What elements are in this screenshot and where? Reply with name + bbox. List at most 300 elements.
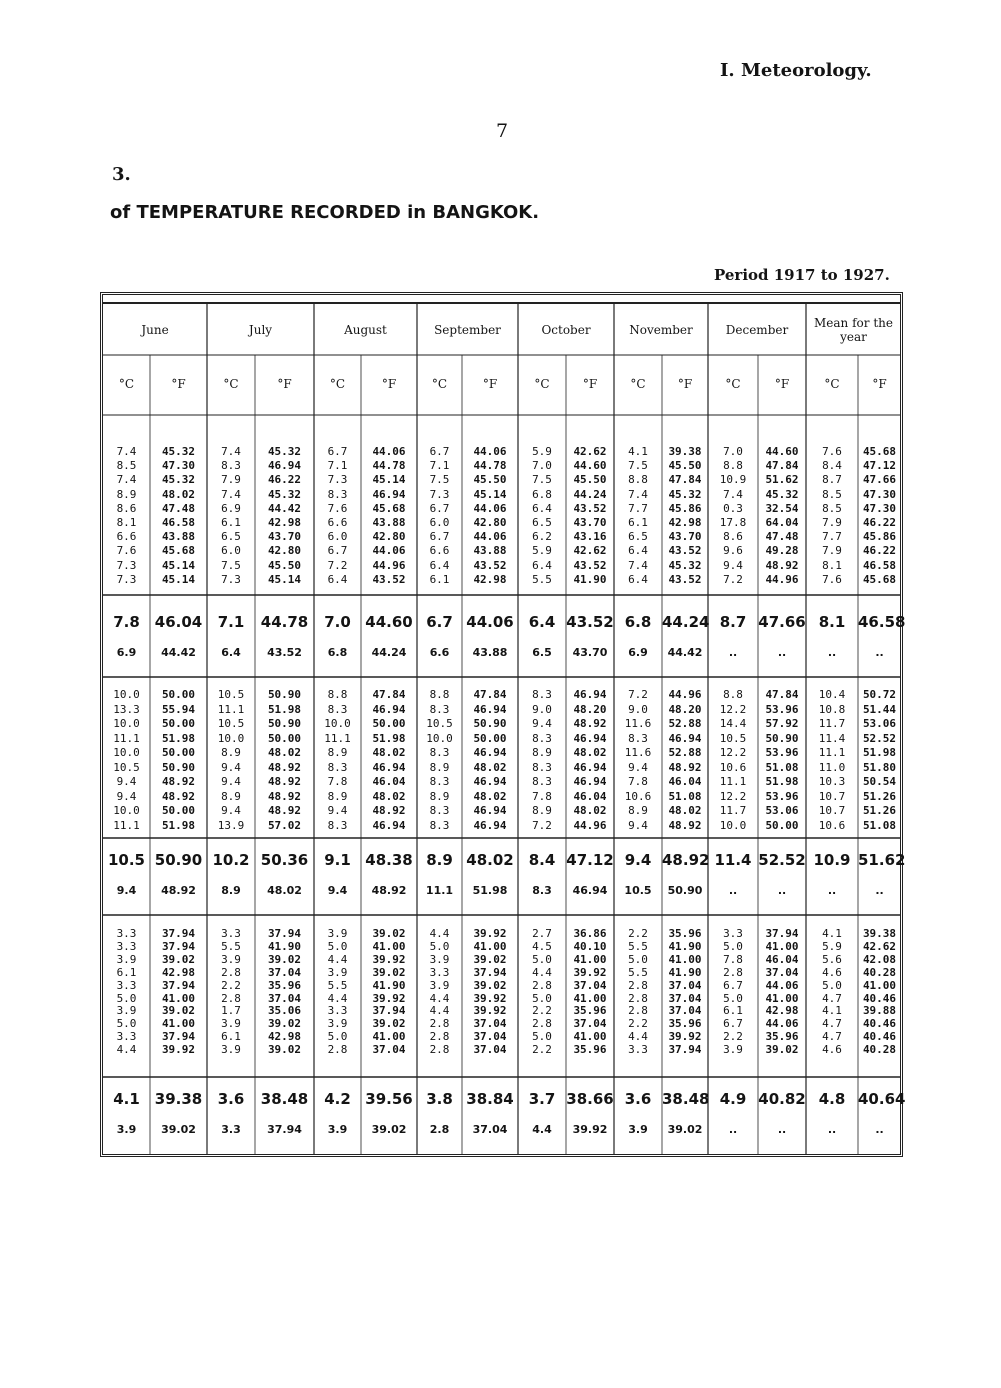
summary-cell: .. (827, 884, 837, 897)
data-cell: 39.02 (765, 1043, 799, 1057)
data-cell: 40.46 (862, 991, 897, 1005)
data-cell: 41.00 (573, 952, 607, 966)
data-cell: 5.9 (822, 939, 842, 953)
data-cell: 50.54 (862, 775, 897, 788)
data-cell: 6.4 (429, 558, 450, 572)
data-cell: 51.08 (862, 818, 897, 832)
mean-cell: 50.90 (154, 851, 203, 869)
data-cell: 48.02 (372, 746, 406, 759)
data-cell: 10.9 (719, 473, 747, 487)
data-cell: 51.08 (668, 789, 702, 803)
summary-cell: 44.42 (667, 646, 703, 659)
data-cell: 5.0 (532, 952, 552, 966)
data-cell: 8.9 (221, 746, 241, 759)
data-cell: 8.5 (116, 459, 137, 473)
data-cell: 48.02 (573, 746, 607, 759)
data-cell: 7.7 (822, 530, 842, 544)
data-cell: 44.06 (372, 445, 406, 458)
data-cell: 6.7 (429, 501, 450, 515)
summary-cell: 3.9 (628, 1123, 648, 1136)
data-cell: 40.46 (862, 1030, 897, 1044)
data-cell: 6.1 (221, 1030, 241, 1044)
data-cell: 2.8 (327, 1043, 348, 1057)
unit-header: °C (329, 377, 346, 391)
data-cell: 47.84 (765, 688, 799, 701)
data-cell: 7.9 (221, 473, 241, 487)
column-header: December (725, 323, 789, 337)
data-cell: 9.6 (723, 544, 743, 558)
data-cell: 6.4 (628, 544, 648, 558)
data-cell: 41.00 (372, 1030, 406, 1044)
data-cell: 51.44 (862, 702, 897, 716)
data-cell: 45.14 (161, 572, 196, 586)
data-cell: 42.98 (668, 516, 702, 529)
data-cell: 4.6 (822, 1043, 842, 1057)
unit-header: °F (381, 377, 397, 391)
data-cell: 7.3 (327, 473, 348, 487)
data-cell: 4.1 (628, 445, 648, 458)
mean-cell: 10.5 (107, 851, 145, 869)
data-cell: 46.04 (668, 775, 702, 788)
data-cell: 13.9 (217, 818, 245, 832)
data-cell: 6.7 (429, 530, 450, 544)
data-cell: 39.92 (473, 991, 507, 1005)
data-cell: 7.5 (429, 473, 450, 487)
data-cell: 6.5 (532, 516, 552, 529)
data-cell: 40.10 (573, 939, 607, 953)
data-cell: 48.92 (161, 775, 196, 788)
data-cell: 53.96 (765, 702, 799, 716)
data-cell: 42.98 (267, 1030, 302, 1044)
summary-cell: 48.02 (267, 884, 302, 897)
unit-header: °F (171, 377, 186, 391)
data-cell: 6.4 (532, 501, 552, 515)
mean-cell: 3.6 (624, 1090, 652, 1108)
data-cell: 3.9 (116, 952, 137, 966)
mean-cell: 10.9 (813, 851, 851, 869)
data-cell: 7.2 (532, 818, 552, 832)
data-cell: 42.98 (473, 572, 507, 586)
data-cell: 5.0 (116, 991, 137, 1005)
data-cell: 48.92 (267, 760, 302, 774)
data-cell: 9.4 (628, 760, 648, 774)
data-cell: 47.48 (161, 501, 196, 515)
data-cell: 50.90 (473, 717, 507, 730)
data-cell: 2.8 (723, 965, 743, 979)
mean-cell: 44.60 (365, 613, 413, 631)
data-cell: 2.2 (628, 1017, 648, 1031)
summary-cell: 6.9 (116, 646, 137, 659)
summary-cell: 4.4 (532, 1123, 552, 1136)
data-cell: 46.04 (765, 952, 799, 966)
data-cell: 35.96 (573, 1043, 607, 1057)
summary-cell: 9.4 (116, 884, 137, 897)
summary-cell: 6.9 (628, 646, 648, 659)
data-cell: 51.08 (765, 760, 799, 774)
data-cell: 4.4 (116, 1043, 137, 1057)
data-cell: 5.5 (532, 572, 552, 586)
data-cell: 39.02 (267, 1017, 302, 1031)
data-cell: 35.96 (573, 1004, 607, 1018)
data-cell: 7.4 (221, 445, 241, 458)
data-cell: 6.0 (429, 516, 450, 529)
data-cell: 7.0 (723, 445, 743, 458)
data-cell: 3.9 (723, 1043, 743, 1057)
data-cell: 11.1 (113, 818, 140, 832)
data-cell: 8.1 (116, 516, 137, 529)
summary-cell: 3.3 (221, 1123, 241, 1136)
data-cell: 50.90 (765, 731, 799, 745)
data-cell: 46.94 (473, 775, 507, 788)
data-cell: 9.0 (628, 702, 648, 716)
data-cell: 7.6 (822, 445, 842, 458)
data-cell: 39.02 (267, 952, 302, 966)
data-cell: 48.02 (668, 804, 702, 817)
mean-cell: 44.06 (466, 613, 514, 631)
data-cell: 6.6 (327, 516, 348, 529)
data-cell: 44.60 (765, 445, 799, 458)
data-cell: 45.14 (372, 473, 406, 487)
data-cell: 42.98 (267, 516, 302, 529)
data-cell: 53.06 (862, 717, 897, 730)
data-cell: 3.3 (327, 1004, 348, 1018)
data-cell: 9.0 (532, 702, 552, 716)
data-cell: 50.00 (161, 688, 196, 701)
data-cell: 39.02 (267, 1043, 302, 1057)
data-cell: 45.14 (473, 487, 507, 501)
column-header: November (629, 323, 693, 337)
data-cell: 12.2 (719, 702, 747, 716)
data-cell: 37.94 (267, 927, 302, 940)
data-cell: 7.7 (628, 501, 648, 515)
summary-cell: 6.4 (221, 646, 241, 659)
data-cell: 6.7 (327, 445, 348, 458)
data-cell: 64.04 (765, 516, 799, 529)
data-cell: 7.6 (116, 544, 137, 558)
mean-cell: 3.8 (426, 1090, 453, 1108)
data-cell: 7.5 (221, 558, 241, 572)
data-cell: 50.90 (267, 717, 302, 730)
data-cell: 48.92 (267, 789, 302, 803)
data-cell: 39.38 (668, 445, 702, 458)
data-cell: 48.02 (473, 789, 507, 803)
data-cell: 8.4 (822, 459, 842, 473)
data-cell: 48.92 (267, 804, 302, 817)
data-cell: 7.2 (327, 558, 348, 572)
data-cell: 46.94 (573, 760, 607, 774)
mean-cell: 4.1 (113, 1090, 140, 1108)
data-cell: 39.02 (372, 1017, 406, 1031)
mean-cell: 51.62 (858, 851, 906, 869)
data-cell: 7.3 (429, 487, 450, 501)
data-cell: 8.9 (532, 746, 552, 759)
summary-cell: .. (728, 884, 738, 897)
data-cell: 10.6 (818, 818, 846, 832)
section-heading: I. Meteorology. (720, 60, 872, 81)
data-cell: 3.3 (429, 965, 450, 979)
data-cell: 39.02 (161, 952, 196, 966)
summary-cell: 6.6 (429, 646, 450, 659)
data-cell: 43.52 (372, 572, 406, 586)
data-cell: 43.70 (267, 530, 302, 544)
data-cell: 39.92 (161, 1043, 196, 1057)
data-cell: 48.02 (573, 804, 607, 817)
data-cell: 6.6 (116, 530, 137, 544)
data-cell: 10.7 (818, 789, 846, 803)
summary-cell: .. (728, 1123, 738, 1136)
data-cell: 47.30 (862, 501, 897, 515)
data-cell: 11.6 (624, 717, 652, 730)
summary-cell: 39.02 (667, 1123, 703, 1136)
data-cell: 52.88 (668, 746, 702, 759)
data-cell: 2.8 (532, 978, 552, 992)
data-cell: 41.00 (765, 939, 799, 953)
data-cell: 46.04 (372, 775, 406, 788)
data-cell: 2.8 (429, 1017, 450, 1031)
data-cell: 5.0 (429, 939, 450, 953)
data-cell: 57.92 (765, 717, 799, 730)
data-cell: 48.20 (573, 702, 607, 716)
data-cell: 9.4 (221, 775, 241, 788)
data-cell: 10.0 (113, 688, 140, 701)
data-cell: 3.3 (221, 927, 241, 940)
data-cell: 44.06 (473, 445, 507, 458)
data-cell: 39.02 (473, 978, 507, 992)
data-cell: 51.26 (862, 804, 897, 817)
mean-cell: 38.48 (260, 1090, 309, 1108)
data-cell: 2.8 (429, 1043, 450, 1057)
mean-cell: 8.9 (426, 851, 453, 869)
data-cell: 3.9 (327, 927, 348, 940)
data-cell: 44.78 (372, 459, 406, 473)
data-cell: 45.32 (161, 445, 196, 458)
data-cell: 7.1 (327, 459, 348, 473)
data-cell: 9.4 (628, 818, 648, 832)
data-cell: 0.3 (723, 501, 743, 515)
data-cell: 8.3 (429, 804, 450, 817)
data-cell: 13.3 (113, 702, 140, 716)
data-cell: 39.92 (473, 1004, 507, 1018)
data-cell: 37.94 (161, 927, 196, 940)
mean-cell: 47.66 (758, 613, 806, 631)
data-cell: 7.8 (532, 789, 552, 803)
data-cell: 5.9 (532, 445, 552, 458)
mean-cell: 38.48 (662, 1090, 710, 1108)
data-cell: 4.4 (429, 927, 450, 940)
data-cell: 37.04 (473, 1043, 507, 1057)
summary-cell: 39.02 (371, 1123, 407, 1136)
data-cell: 50.00 (267, 731, 302, 745)
data-cell: 46.94 (372, 702, 406, 716)
data-cell: 4.4 (327, 991, 348, 1005)
data-cell: 48.92 (161, 789, 196, 803)
data-cell: 5.0 (532, 991, 552, 1005)
data-cell: 44.06 (765, 1017, 799, 1031)
data-cell: 35.06 (267, 1004, 302, 1018)
data-cell: 39.02 (161, 1004, 196, 1018)
data-cell: 37.94 (668, 1043, 702, 1057)
data-cell: 45.68 (372, 501, 406, 515)
mean-cell: 10.2 (212, 851, 250, 869)
data-cell: 48.02 (161, 487, 196, 501)
unit-header: °F (677, 377, 693, 391)
data-cell: 5.0 (628, 952, 648, 966)
data-cell: 5.0 (822, 978, 842, 992)
data-cell: 35.96 (267, 978, 302, 992)
data-cell: 5.5 (327, 978, 348, 992)
column-header: August (344, 323, 387, 337)
unit-header: °C (725, 377, 741, 391)
data-cell: 41.90 (668, 965, 702, 979)
data-cell: 4.1 (822, 927, 842, 940)
data-cell: 2.8 (628, 978, 648, 992)
unit-header: °C (630, 377, 646, 391)
data-cell: 44.96 (668, 688, 702, 701)
data-cell: 3.9 (429, 952, 450, 966)
data-cell: 42.62 (573, 445, 607, 458)
data-cell: 43.52 (573, 558, 607, 572)
data-cell: 45.50 (473, 473, 507, 487)
data-cell: 10.4 (818, 688, 846, 701)
data-cell: 46.58 (862, 558, 897, 572)
mean-cell: 3.6 (217, 1090, 245, 1108)
summary-cell: 3.9 (116, 1123, 137, 1136)
data-cell: 41.90 (573, 572, 607, 586)
data-cell: 41.90 (668, 939, 702, 953)
data-cell: 41.90 (372, 978, 406, 992)
data-cell: 7.9 (822, 516, 842, 529)
data-cell: 8.3 (532, 760, 552, 774)
data-cell: 14.4 (719, 717, 747, 730)
data-cell: 44.96 (573, 818, 607, 832)
mean-cell: 38.66 (566, 1090, 614, 1108)
data-cell: 39.92 (573, 965, 607, 979)
data-cell: 3.3 (116, 939, 137, 953)
mean-cell: 4.8 (818, 1090, 846, 1108)
data-cell: 3.3 (116, 978, 137, 992)
data-cell: 46.94 (473, 702, 507, 716)
summary-cell: 46.94 (572, 884, 608, 897)
data-cell: 10.8 (818, 702, 846, 716)
data-cell: 3.9 (327, 1017, 348, 1031)
summary-cell: 44.42 (161, 646, 196, 659)
data-cell: 2.8 (532, 1017, 552, 1031)
data-cell: 45.86 (668, 501, 702, 515)
data-cell: 44.60 (573, 459, 607, 473)
data-cell: 48.92 (668, 818, 702, 832)
data-cell: 43.52 (668, 544, 702, 558)
data-cell: 8.5 (822, 501, 842, 515)
mean-cell: 7.8 (113, 613, 140, 631)
data-cell: 8.9 (429, 760, 450, 774)
data-cell: 47.30 (862, 487, 897, 501)
data-cell: 7.4 (628, 487, 648, 501)
data-cell: 47.66 (862, 473, 897, 487)
data-cell: 10.0 (719, 818, 747, 832)
data-cell: 46.58 (161, 516, 196, 529)
unit-header: °C (118, 377, 135, 391)
summary-cell: 8.9 (221, 884, 241, 897)
data-cell: 4.4 (327, 952, 348, 966)
data-cell: 44.24 (573, 487, 607, 501)
data-cell: 42.80 (473, 516, 507, 529)
data-cell: 37.94 (765, 927, 799, 940)
data-cell: 8.3 (221, 459, 241, 473)
summary-cell: .. (777, 1123, 787, 1136)
data-cell: 4.4 (429, 991, 450, 1005)
data-cell: 52.52 (862, 731, 897, 745)
data-cell: 8.9 (221, 789, 241, 803)
data-cell: 8.1 (822, 558, 842, 572)
summary-cell: .. (875, 646, 884, 659)
data-cell: 10.0 (426, 731, 453, 745)
data-cell: 41.00 (372, 939, 406, 953)
data-cell: 3.9 (221, 952, 241, 966)
data-cell: 41.00 (473, 939, 507, 953)
data-cell: 41.00 (161, 991, 196, 1005)
data-cell: 6.2 (532, 530, 552, 544)
mean-cell: 38.84 (466, 1090, 514, 1108)
data-cell: 3.9 (429, 978, 450, 992)
data-cell: 10.3 (818, 775, 846, 788)
summary-cell: .. (875, 884, 884, 897)
data-cell: 50.00 (161, 804, 196, 817)
data-cell: 6.9 (221, 501, 241, 515)
data-cell: 9.4 (723, 558, 743, 572)
summary-cell: 37.94 (267, 1123, 302, 1136)
summary-cell: 43.52 (267, 646, 302, 659)
data-cell: 35.96 (765, 1030, 799, 1044)
data-cell: 11.1 (113, 731, 140, 745)
data-cell: 2.8 (221, 965, 241, 979)
data-cell: 50.00 (372, 717, 406, 730)
mean-cell: 4.9 (719, 1090, 747, 1108)
mean-cell: 8.4 (528, 851, 556, 869)
data-cell: 8.8 (429, 688, 450, 701)
data-cell: 7.8 (327, 775, 348, 788)
data-cell: 48.92 (372, 804, 406, 817)
data-cell: 42.98 (161, 965, 196, 979)
mean-cell: 48.92 (662, 851, 710, 869)
data-cell: 7.4 (628, 558, 648, 572)
data-cell: 9.4 (116, 775, 137, 788)
data-cell: 3.3 (116, 927, 137, 940)
data-cell: 51.98 (765, 775, 799, 788)
mean-cell: 39.38 (154, 1090, 203, 1108)
data-cell: 39.88 (862, 1004, 897, 1018)
data-cell: 6.1 (628, 516, 648, 529)
data-cell: 3.3 (116, 1030, 137, 1044)
data-cell: 41.00 (161, 1017, 196, 1031)
data-cell: 6.5 (628, 530, 648, 544)
data-cell: 10.5 (426, 717, 453, 730)
data-cell: 44.42 (267, 501, 302, 515)
summary-cell: .. (875, 1123, 884, 1136)
data-cell: 51.80 (862, 760, 897, 774)
data-cell: 39.92 (473, 927, 507, 940)
data-cell: 8.3 (532, 688, 552, 701)
data-cell: 6.8 (532, 487, 552, 501)
data-cell: 7.4 (723, 487, 743, 501)
mean-cell: 6.8 (624, 613, 652, 631)
summary-cell: 9.4 (327, 884, 348, 897)
data-cell: 7.6 (327, 501, 348, 515)
data-cell: 42.62 (573, 544, 607, 558)
data-cell: 8.3 (327, 487, 348, 501)
data-cell: 6.1 (221, 516, 241, 529)
data-cell: 8.9 (327, 789, 348, 803)
data-cell: 17.8 (719, 516, 747, 529)
